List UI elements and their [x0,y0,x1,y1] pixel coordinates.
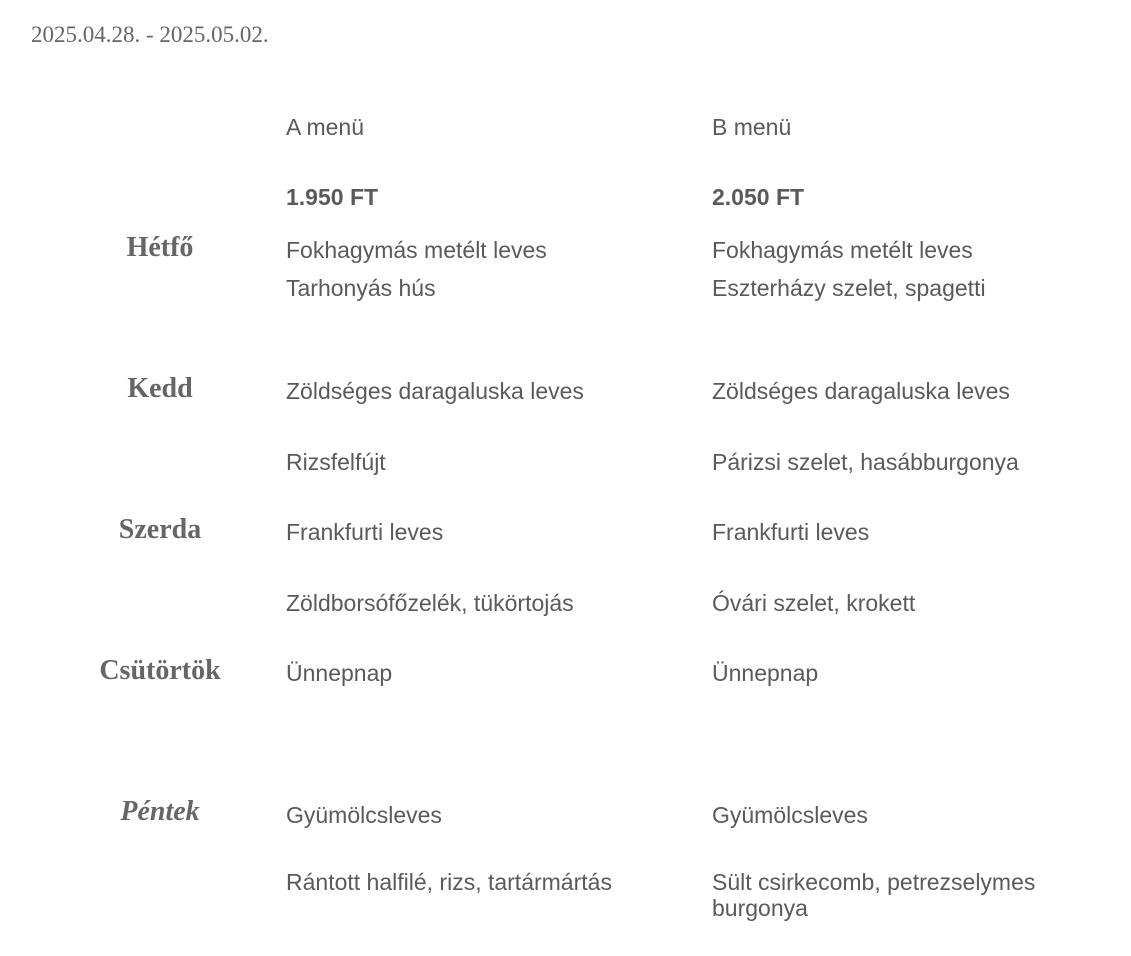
menu-a-price: 1.950 FT [286,184,379,210]
date-range: 2025.04.28. - 2025.05.02. [31,22,269,47]
menu-b-wednesday-main: Óvári szelet, krokett [712,590,916,616]
menu-a-wednesday-soup: Frankfurti leves [286,519,444,545]
menu-b-thursday-note: Ünnepnap [712,660,819,686]
menu-b-tuesday-soup: Zöldséges daragaluska leves [712,378,1010,404]
menu-b-friday-main: Sült csirkecomb, petrezselymes burgonya [712,869,1036,921]
menu-b-monday-main: Eszterházy szelet, spagetti [712,275,986,301]
menu-a-wednesday-main: Zöldborsófőzelék, tükörtojás [286,590,574,616]
day-label-friday: Péntek [120,796,200,827]
menu-a-thursday-note: Ünnepnap [286,660,393,686]
menu-b-friday-soup: Gyümölcsleves [712,802,868,828]
menu-a-tuesday-soup: Zöldséges daragaluska leves [286,378,584,404]
day-label-thursday: Csütörtök [99,655,221,686]
menu-a-tuesday-main: Rizsfelfújt [286,449,386,475]
menu-a-friday-main: Rántott halfilé, rizs, tartármártás [286,869,612,895]
menu-a-monday-main: Tarhonyás hús [286,275,436,301]
menu-b-price: 2.050 FT [712,184,805,210]
menu-b-tuesday-main: Párizsi szelet, hasábburgonya [712,449,1019,475]
menu-a-monday-soup: Fokhagymás metélt leves [286,237,547,263]
menu-b-monday-soup: Fokhagymás metélt leves [712,237,973,263]
menu-b-wednesday-soup: Frankfurti leves [712,519,870,545]
menu-b-header: B menü [712,114,792,140]
day-label-wednesday: Szerda [118,514,202,545]
menu-a-friday-soup: Gyümölcsleves [286,802,442,828]
menu-a-header: A menü [286,114,364,140]
day-label-monday: Hétfő [126,232,194,263]
day-label-tuesday: Kedd [127,373,193,404]
